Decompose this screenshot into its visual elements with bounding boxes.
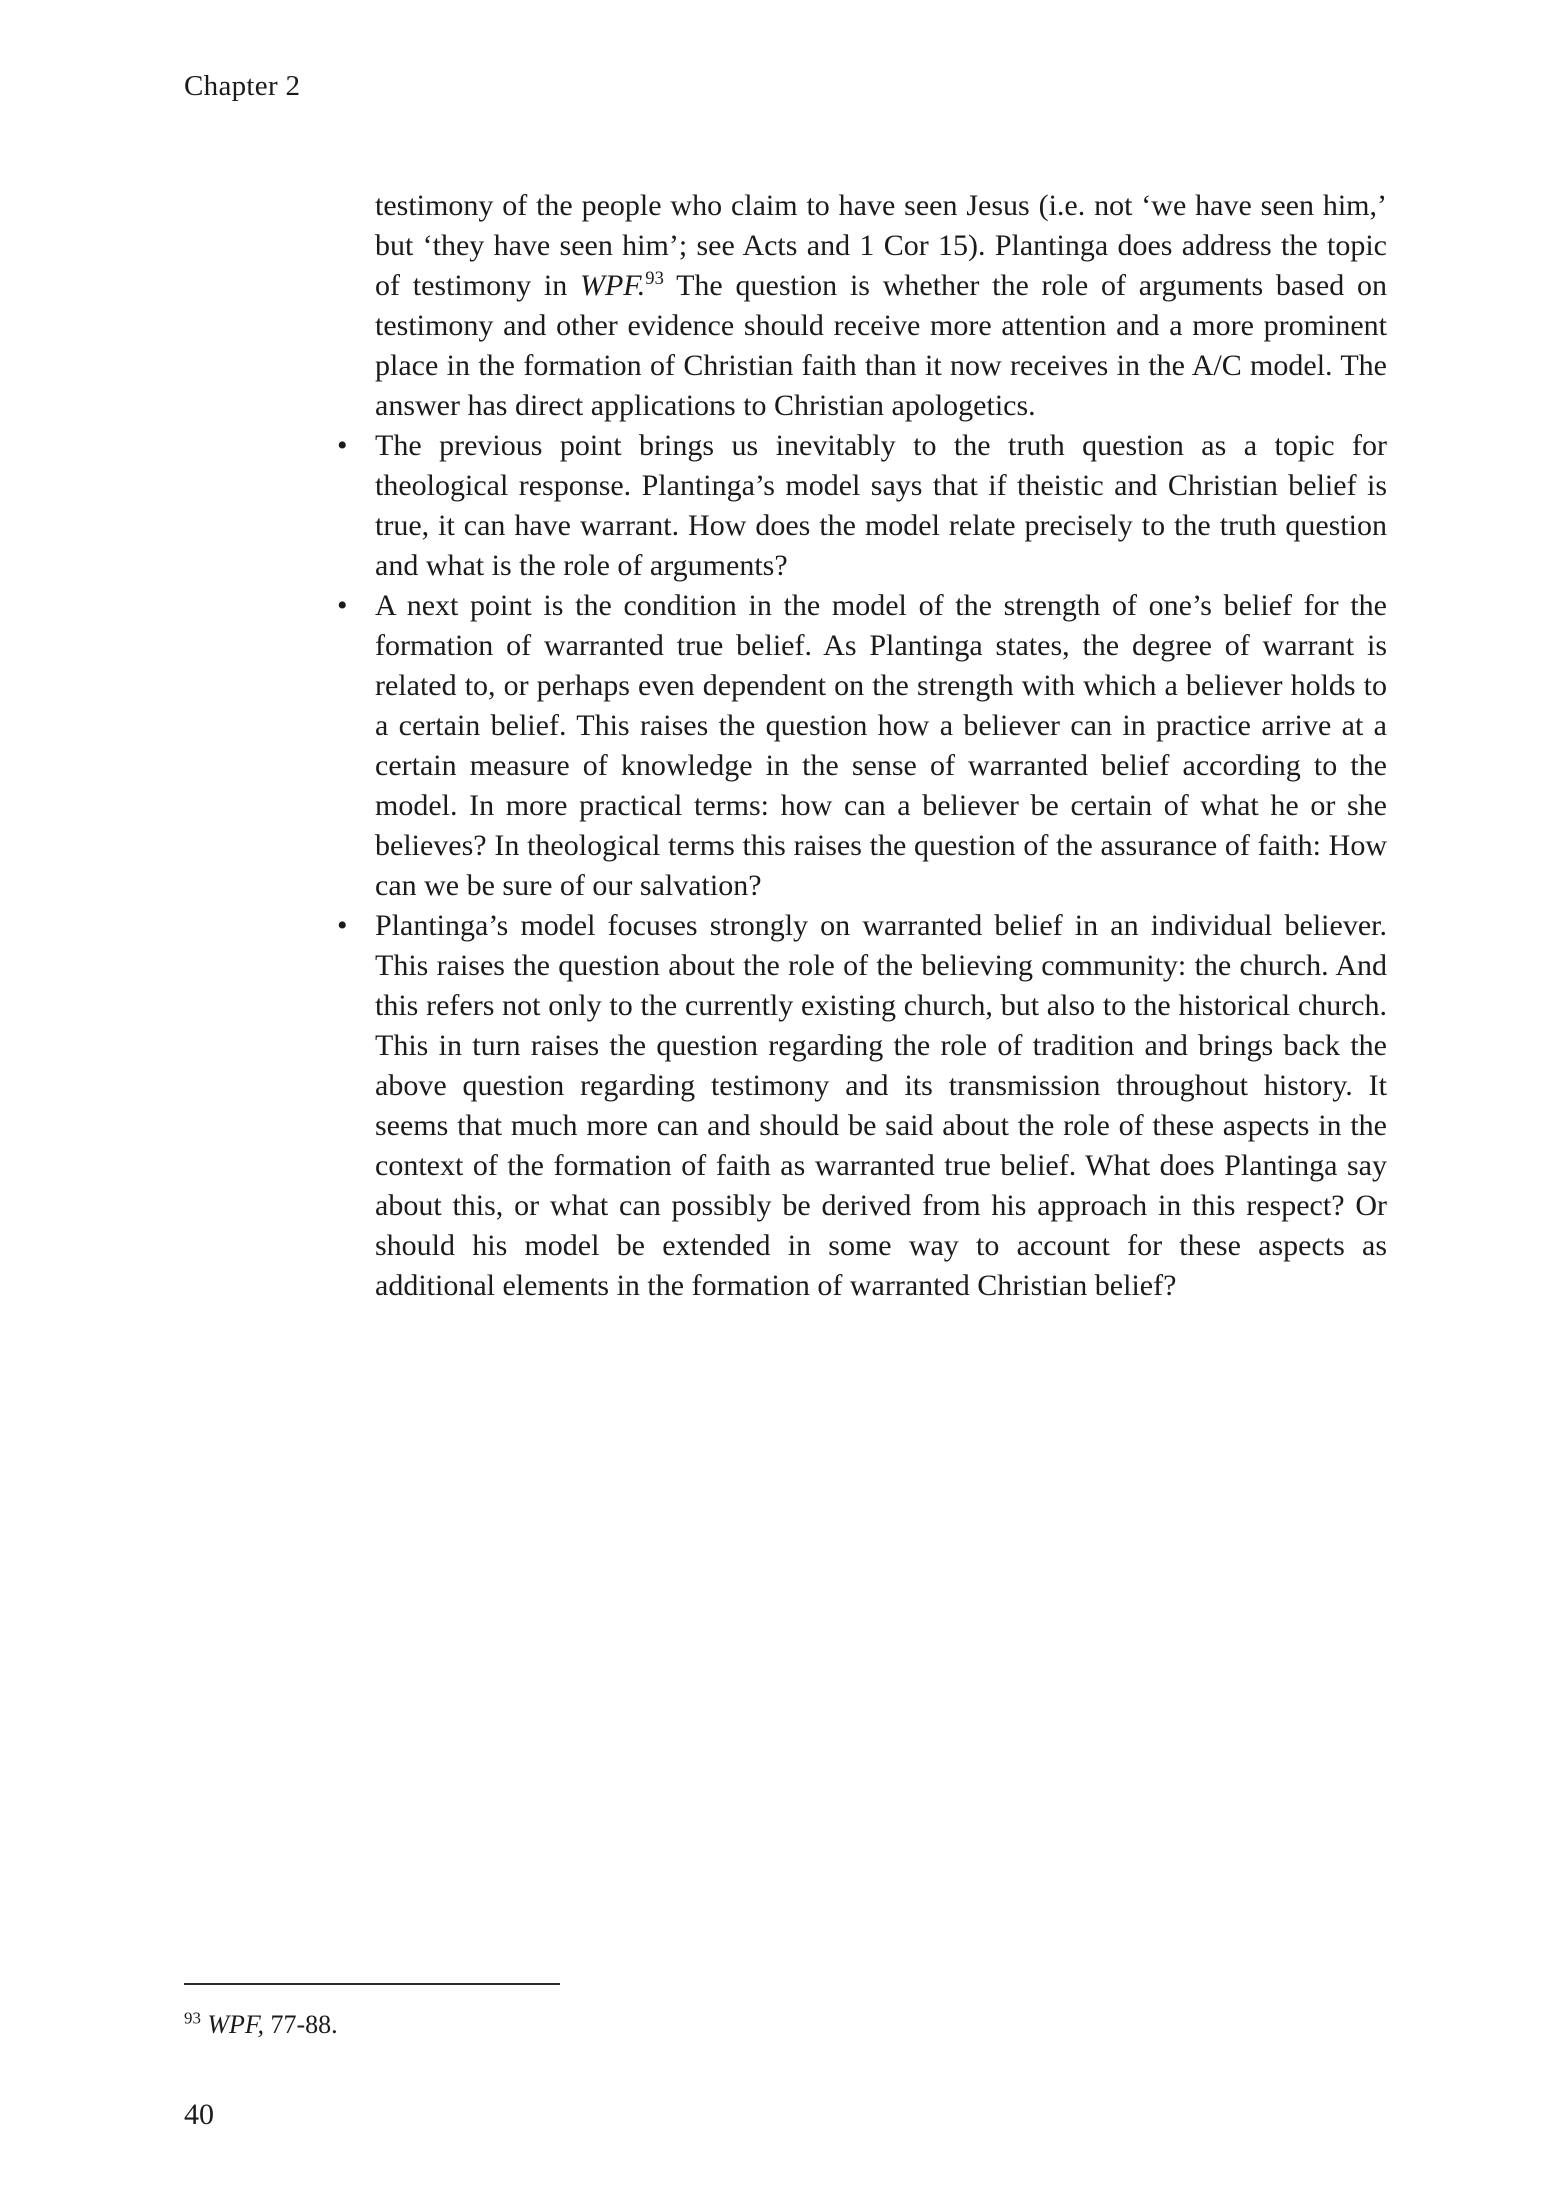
bullet-list bbox=[337, 426, 1387, 1306]
work-title-italic: WPF. bbox=[579, 269, 646, 302]
footnote-marker: 93 bbox=[645, 268, 664, 289]
continuation-text-after: The question is whether the role of arguments based on testimony and other evidence should receive more attention and a more prominent place in the formation of Christian faith than it now receives in the A/C model. The answer has direct applications to Christian apologetics. bbox=[375, 269, 1388, 422]
continuation-text-before: testimony of the people who claim to have seen Jesus (i.e. not ‘we have seen him,’ but ‘they have seen him’; see Acts and 1 Cor 15). Plantinga does address the topic of testimony in bbox=[375, 189, 1387, 302]
bullet-text: The previous point brings us inevitably to the truth question as a topic for theological response. Plantinga’s model says that if theistic and Christian belief is true, it can have warrant. How does the model relate precisely to the truth question and what is the role of arguments? bbox=[375, 429, 1387, 582]
chapter-header: Chapter 2 bbox=[184, 70, 301, 102]
bullet-item bbox=[337, 906, 1387, 1306]
bullet-text: Plantinga’s model focuses strongly on warranted belief in an individual believer. This raises the question about the role of the believing community: the church. And this refers not only to the currently existing church, but also to the historical church. This in turn raises the question regarding the role of tradition and brings back the above question regarding testimony and its transmission throughout history. It seems that much more can and should be said about the role of these aspects in the context of the formation of faith as warranted true belief. What does Plantinga say about this, or what can possibly be derived from his approach in this respect? Or should his model be extended in some way to account for these aspects as additional elements in the formation of warranted Christian belief? bbox=[375, 909, 1387, 1302]
footnote-pages: 77-88. bbox=[263, 2010, 338, 2039]
footnote-ref: 93 bbox=[184, 2008, 201, 2028]
footnote bbox=[184, 2008, 338, 2042]
bullet-text: A next point is the condition in the model of the strength of one’s belief for the formation of warranted true belief. As Plantinga states, the degree of warrant is related to, or perhaps even dependent on the strength with which a believer holds to a certain belief. This raises the question how a believer can in practice arrive at a certain measure of knowledge in the sense of warranted belief according to the model. In more practical terms: how can a believer be certain of what he or she believes? In theological terms this raises the question of the assurance of faith: How can we be sure of our salvation? bbox=[375, 589, 1387, 902]
bullet-icon: • bbox=[337, 589, 348, 622]
bullet-item bbox=[337, 586, 1387, 906]
footnote-work-italic: WPF, bbox=[207, 2010, 264, 2039]
bullet-icon: • bbox=[337, 429, 348, 462]
paragraph-continuation bbox=[375, 186, 1387, 426]
bullet-icon: • bbox=[337, 909, 348, 942]
bullet-item bbox=[337, 426, 1387, 586]
body-text bbox=[337, 186, 1388, 1306]
page-number: 40 bbox=[184, 2098, 214, 2131]
footnote-separator bbox=[184, 1983, 560, 1985]
